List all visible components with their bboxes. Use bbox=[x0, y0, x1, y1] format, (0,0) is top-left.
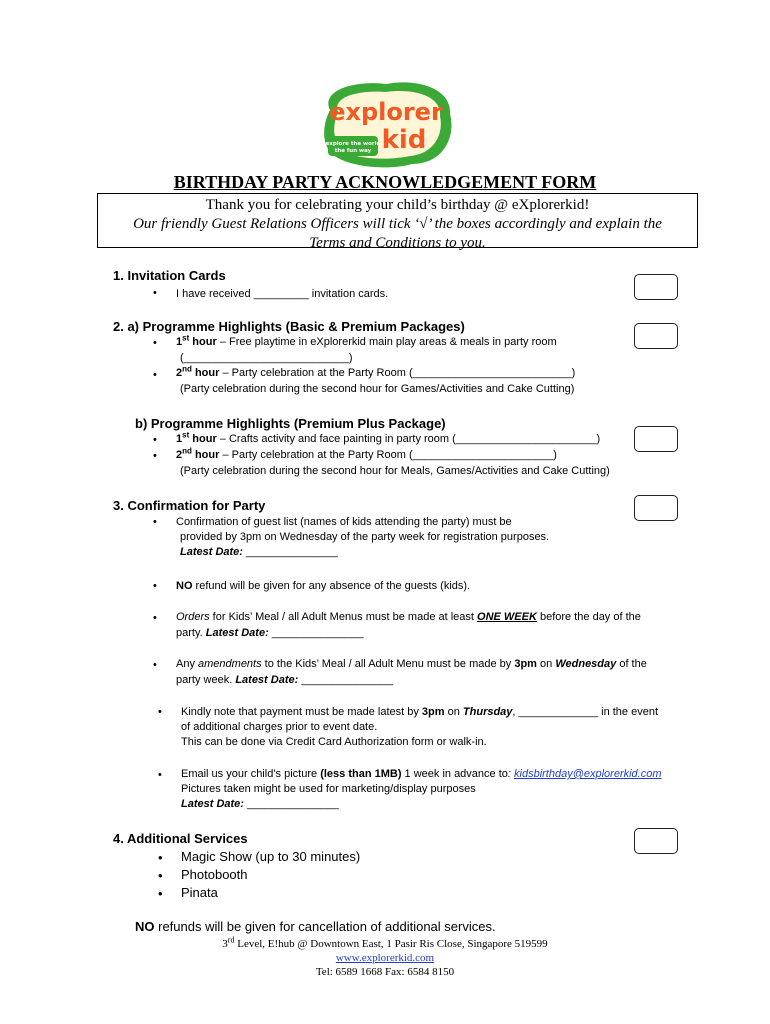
s3-c6-line2: Pictures taken might be used for marketing/display purposes bbox=[181, 783, 476, 795]
bullet: • bbox=[153, 659, 157, 671]
s3-c1-line1: Confirmation of guest list (names of kids attending the party) must be bbox=[176, 516, 512, 528]
service-item: Magic Show (up to 30 minutes) bbox=[181, 849, 361, 864]
s3-c5-line2: of additional charges prior to event date. bbox=[181, 721, 378, 733]
s2b-item2-note: (Party celebration during the second hour for Meals, Games/Activities and Cake Cutting) bbox=[180, 465, 610, 477]
logo-text-kid: kid bbox=[381, 125, 427, 155]
tick-box-programme-premium-plus[interactable] bbox=[634, 426, 678, 452]
s2b-item2: 2nd hour – Party celebration at the Party Room (_______________________) bbox=[176, 446, 557, 461]
s2a-item1: 1st hour – Free playtime in eXplorerkid main play areas & meals in party room bbox=[176, 333, 557, 348]
svg-text:explore the world: explore the world bbox=[325, 141, 381, 147]
s3-c2: NO refund will be given for any absence of the guests (kids). bbox=[176, 580, 471, 592]
bullet: • bbox=[153, 450, 157, 462]
s3-c6-latest: Latest Date: _______________ bbox=[181, 798, 339, 810]
s2b-item1: 1st hour – Crafts activity and face painting in party room (_______________________) bbox=[176, 430, 601, 445]
explorerkid-logo bbox=[316, 80, 456, 170]
form-title: BIRTHDAY PARTY ACKNOWLEDGEMENT FORM bbox=[173, 172, 597, 192]
footer-website bbox=[0, 952, 770, 964]
s3-c3-line2: party. Latest Date: _______________ bbox=[176, 627, 364, 639]
bullet: • bbox=[158, 886, 163, 901]
email-link[interactable]: kidsbirthday@explorerkid.com bbox=[514, 768, 662, 780]
bullet: • bbox=[153, 287, 157, 299]
footer-contact: Tel: 6589 1668 Fax: 6584 8150 bbox=[315, 966, 455, 978]
s3-c1-line2: provided by 3pm on Wednesday of the party week for registration purposes. bbox=[180, 531, 550, 543]
service-item: Pinata bbox=[181, 885, 218, 900]
bullet: • bbox=[158, 769, 162, 781]
no-refund-note: NO refunds will be given for cancellation of additional services. bbox=[135, 919, 496, 934]
tick-box-additional-services[interactable] bbox=[634, 828, 678, 854]
s3-c5-line3: This can be done via Credit Card Authorization form or walk-in. bbox=[181, 736, 487, 748]
section-3-title: 3. Confirmation for Party bbox=[113, 498, 266, 513]
tick-box-invitation[interactable] bbox=[634, 274, 678, 300]
s3-c6-line1: Email us your child’s picture (less than 1MB) 1 week in advance to: kidsbirthday@explorerkid.com bbox=[181, 768, 662, 780]
bullet: • bbox=[153, 434, 157, 446]
s3-c4-line1: Any amendments to the Kids’ Meal / all Adult Menu must be made by 3pm on Wednesday of the bbox=[176, 658, 647, 670]
bullet: • bbox=[153, 369, 157, 381]
tick-box-programme-basic[interactable] bbox=[634, 323, 678, 349]
footer-address: 3rd Level, E!hub @ Downtown East, 1 Pasir Ris Close, Singapore 519599 bbox=[222, 935, 548, 950]
s2a-item2-note: (Party celebration during the second hour for Games/Activities and Cake Cutting) bbox=[180, 383, 575, 395]
section-4-title: 4. Additional Services bbox=[113, 831, 248, 846]
intro-line3: Terms and Conditions to you. bbox=[309, 235, 486, 251]
section-2b-title: b) Programme Highlights (Premium Plus Package) bbox=[135, 416, 446, 431]
section-1-title: 1. Invitation Cards bbox=[113, 268, 226, 283]
intro-line1: Thank you for celebrating your child’s birthday @ eXplorerkid! bbox=[205, 197, 590, 213]
s3-c3-line1: Orders for Kids’ Meal / all Adult Menus must be made at least ONE WEEK before the day of the bbox=[176, 611, 641, 623]
s2a-item1-blank: (___________________________) bbox=[180, 352, 353, 364]
website-link[interactable]: www.explorerkid.com bbox=[335, 952, 435, 964]
bullet: • bbox=[158, 706, 162, 718]
bullet: • bbox=[153, 612, 157, 624]
s1-item: I have received _________ invitation cards. bbox=[176, 288, 389, 300]
tick-box-confirmation[interactable] bbox=[634, 495, 678, 521]
s2a-item2: 2nd hour – Party celebration at the Party Room (__________________________) bbox=[176, 364, 576, 379]
svg-text:the fun way: the fun way bbox=[334, 148, 372, 154]
logo-text-explorer: explorer bbox=[329, 98, 443, 126]
bullet: • bbox=[153, 580, 157, 592]
bullet: • bbox=[158, 868, 163, 883]
s3-c1-latest: Latest Date: _______________ bbox=[180, 546, 338, 558]
service-item: Photobooth bbox=[181, 867, 248, 882]
intro-line2: Our friendly Guest Relations Officers will tick ‘√’ the boxes accordingly and explain the bbox=[133, 216, 662, 232]
bullet: • bbox=[153, 337, 157, 349]
section-2a-title: 2. a) Programme Highlights (Basic & Premium Packages) bbox=[113, 319, 465, 334]
bullet: • bbox=[153, 516, 157, 528]
s3-c4-line2: party week. Latest Date: _______________ bbox=[176, 674, 394, 686]
intro-box bbox=[97, 193, 698, 251]
bullet: • bbox=[158, 850, 163, 865]
s3-c5-line1: Kindly note that payment must be made latest by 3pm on Thursday, _____________ in the event bbox=[181, 706, 658, 718]
